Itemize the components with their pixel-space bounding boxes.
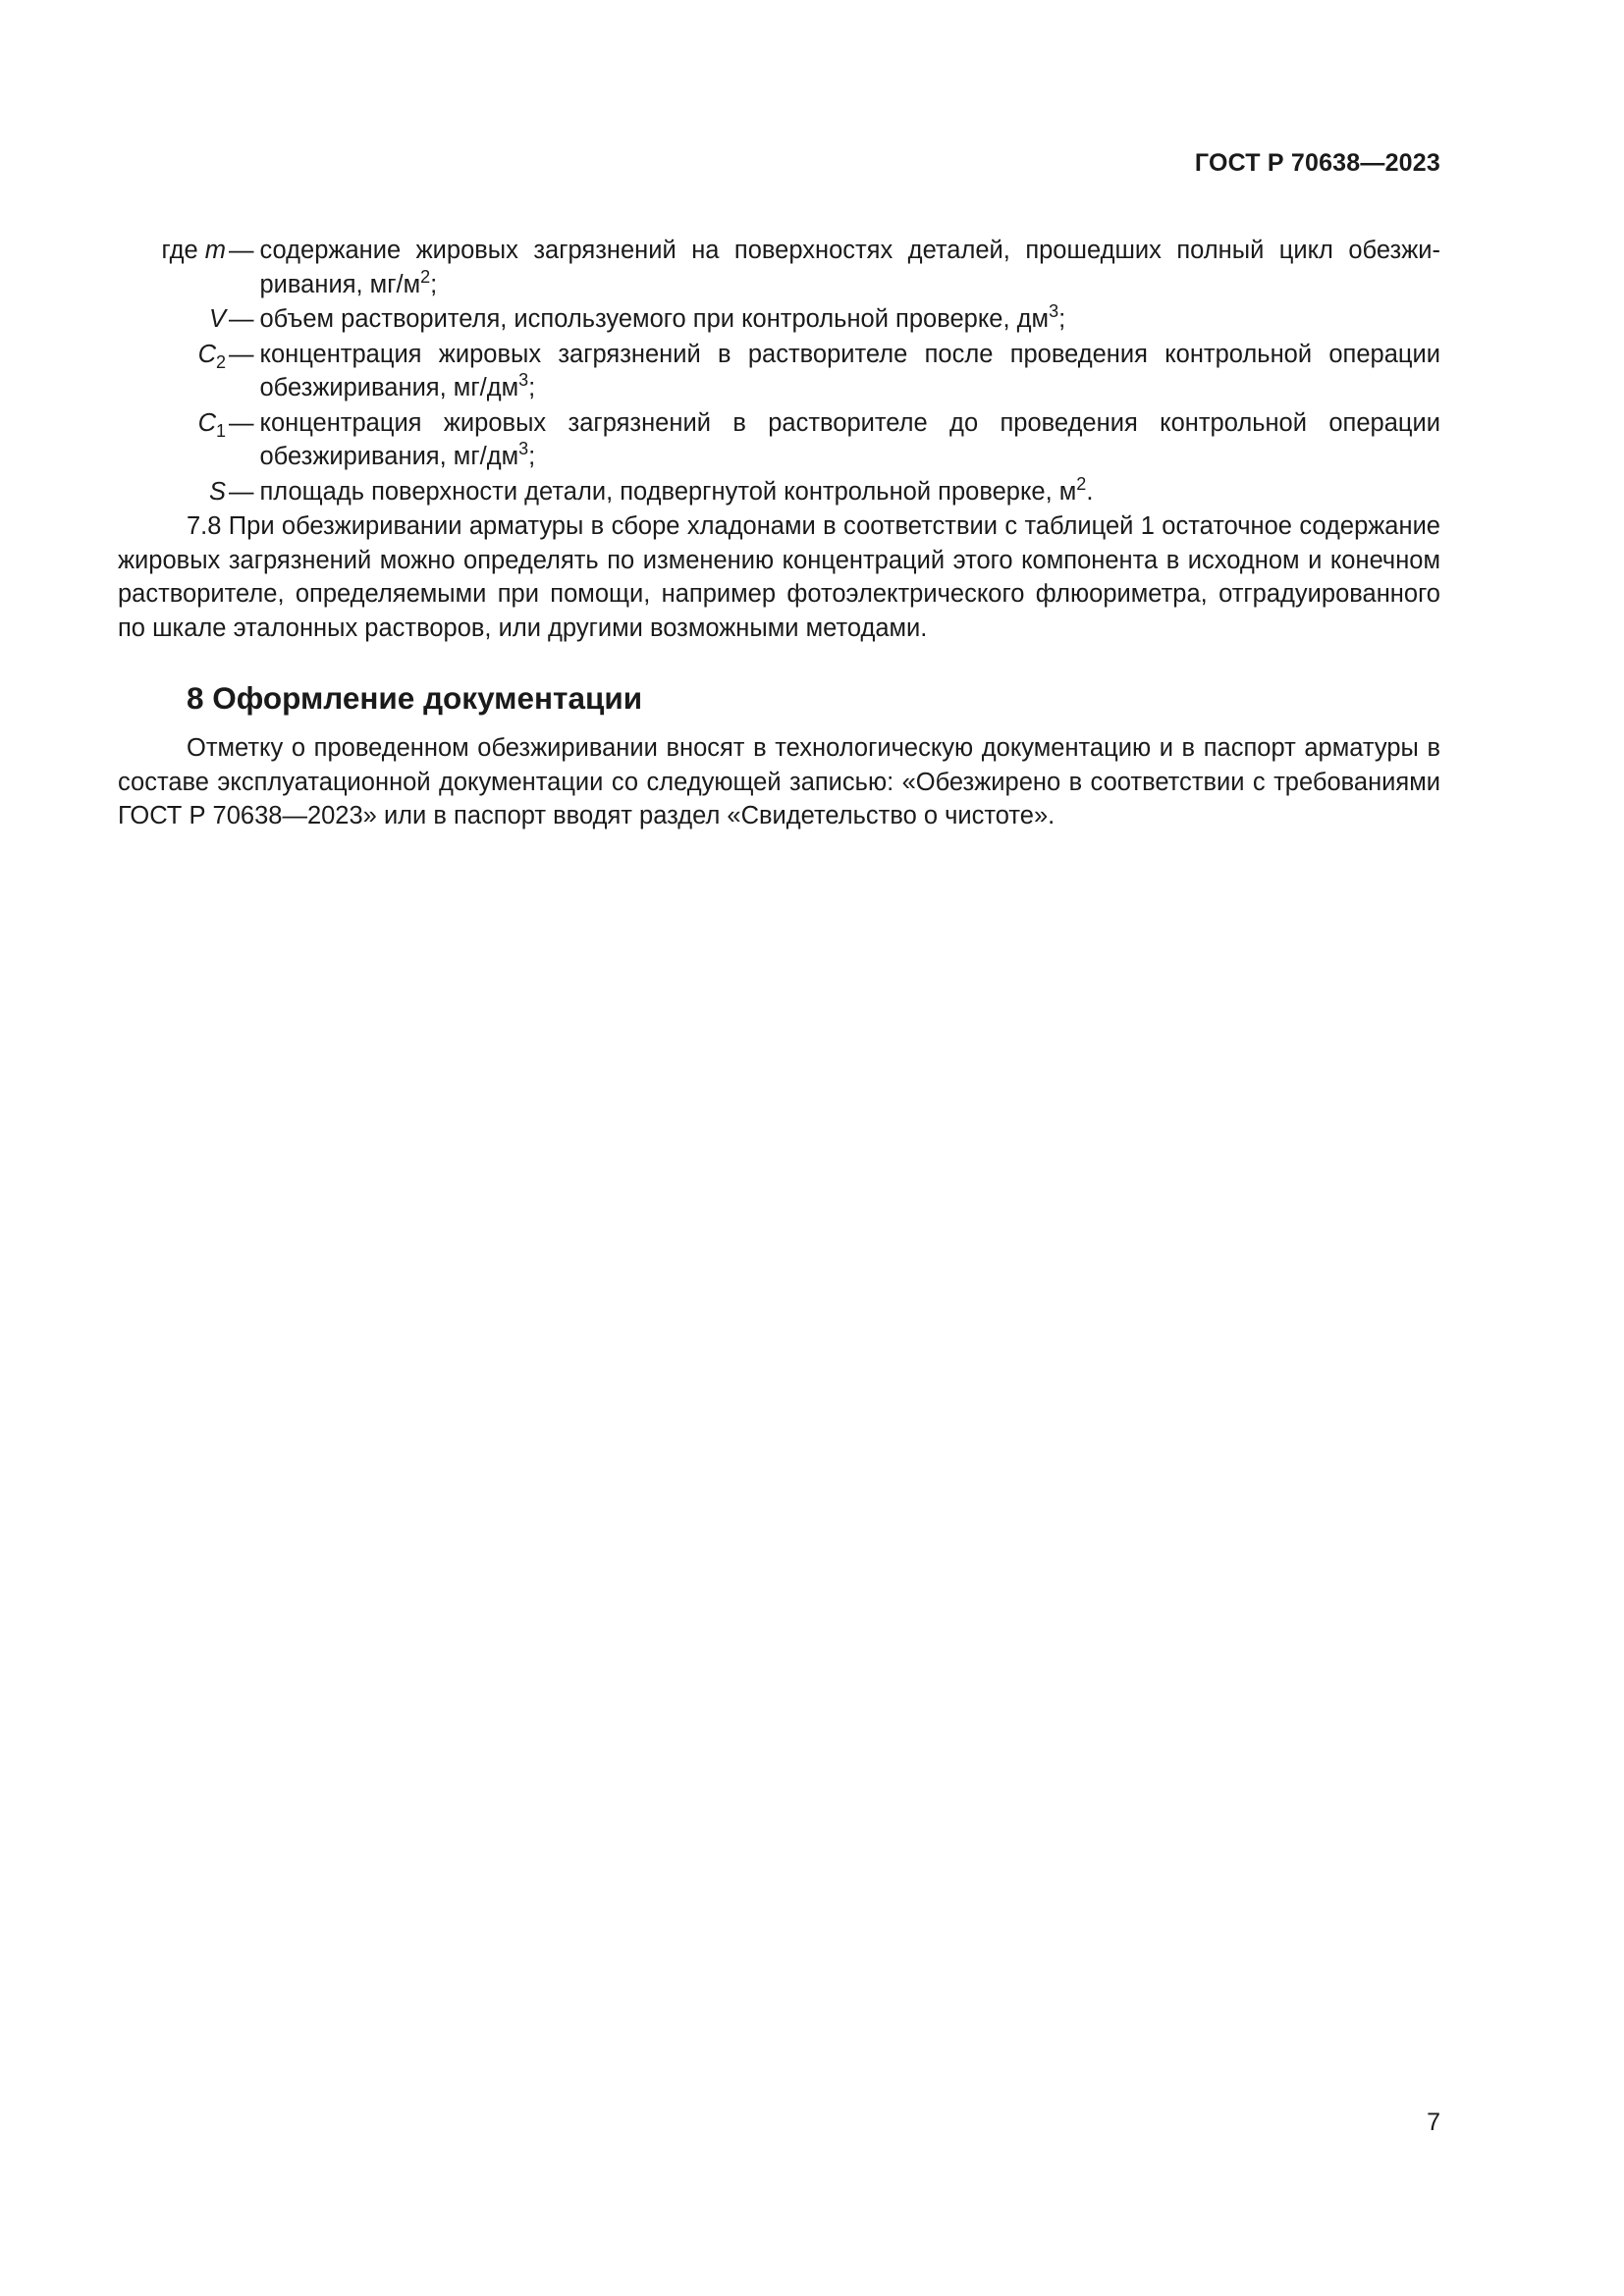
definition-body: концентрация жировых загрязнений в растворителе до проведения контрольной операции обезжиривания, мг/дм — [259, 408, 1440, 470]
variable-subscript: 2 — [215, 351, 226, 372]
definition-s — [118, 475, 1440, 509]
variable-definitions — [118, 234, 1440, 508]
variable-symbol: C — [197, 408, 216, 437]
variable-symbol: V — [208, 305, 226, 333]
unit-exponent: 2 — [420, 266, 431, 287]
variable-subscript: 1 — [215, 420, 226, 441]
definition-text — [260, 302, 1441, 337]
unit-exponent: 3 — [1049, 301, 1059, 321]
definition-body: концентрация жировых загрязнений в растворителе после проведения контрольной операции обезжиривания, мг/дм — [259, 340, 1440, 401]
definition-text — [260, 475, 1441, 509]
definition-end: ; — [528, 443, 536, 470]
paragraph-7-8: 7.8 При обезжиривании арматуры в сборе хладонами в соответствии с таблицей 1 остаточное содержание жировых загрязнений можно определять по изменению концентраций этого компонента в исходном и конечном растворителе, определяемыми при помощи, например фотоэлектрического флюориметра, отградуированного по шкале эталонных растворов, или другими возможными методами. — [118, 512, 1440, 642]
definition-c1 — [118, 406, 1440, 474]
variable-symbol: m — [204, 237, 226, 264]
definition-term — [118, 475, 226, 509]
definition-term — [118, 302, 226, 337]
definition-dash: — — [229, 408, 254, 437]
definition-end: ; — [430, 270, 438, 298]
definition-dash: — — [229, 237, 254, 264]
definition-body: площадь поверхности детали, подвергнутой контрольной проверке, м — [259, 477, 1077, 506]
definition-text — [260, 338, 1441, 405]
page-number: 7 — [1427, 2109, 1440, 2136]
unit-exponent: 2 — [1076, 473, 1087, 494]
unit-exponent: 3 — [518, 439, 529, 458]
definition-end: . — [1086, 477, 1094, 506]
definition-dash: — — [229, 305, 254, 333]
definition-term — [118, 406, 226, 441]
definition-text — [260, 234, 1441, 301]
document-code-header: ГОСТ Р 70638—2023 — [1194, 149, 1440, 177]
section-8-paragraph: Отметку о проведенном обезжиривании вносят в технологическую документацию и в паспорт арматуры в составе эксплуатационной документации со следующей записью: «Обезжирено в соответствии с требованиями ГОСТ Р 70638—2023» или в паспорт вводят раздел «Свидетельство о чистоте». — [118, 734, 1440, 829]
definition-v — [118, 302, 1440, 337]
section-8-title: 8 Оформление документации — [187, 680, 643, 716]
page-content — [118, 234, 1440, 833]
unit-exponent: 3 — [518, 370, 529, 390]
definition-prefix: где — [161, 237, 205, 264]
definition-body: объем растворителя, используемого при контрольной проверке, дм — [259, 305, 1050, 333]
definition-body: содержание жировых загрязнений на поверхностях деталей, прошедших полный цикл обезжиривания, мг/м — [259, 237, 1440, 298]
definition-term — [118, 234, 226, 268]
definition-term — [118, 338, 226, 372]
variable-symbol: S — [208, 477, 226, 506]
definition-text — [260, 406, 1441, 474]
definition-dash: — — [229, 340, 254, 368]
definition-dash: — — [229, 477, 254, 506]
variable-symbol: C — [197, 340, 216, 368]
definition-m — [118, 234, 1440, 301]
definition-end: ; — [528, 374, 536, 401]
definition-end: ; — [1058, 305, 1066, 333]
definition-c2 — [118, 338, 1440, 405]
